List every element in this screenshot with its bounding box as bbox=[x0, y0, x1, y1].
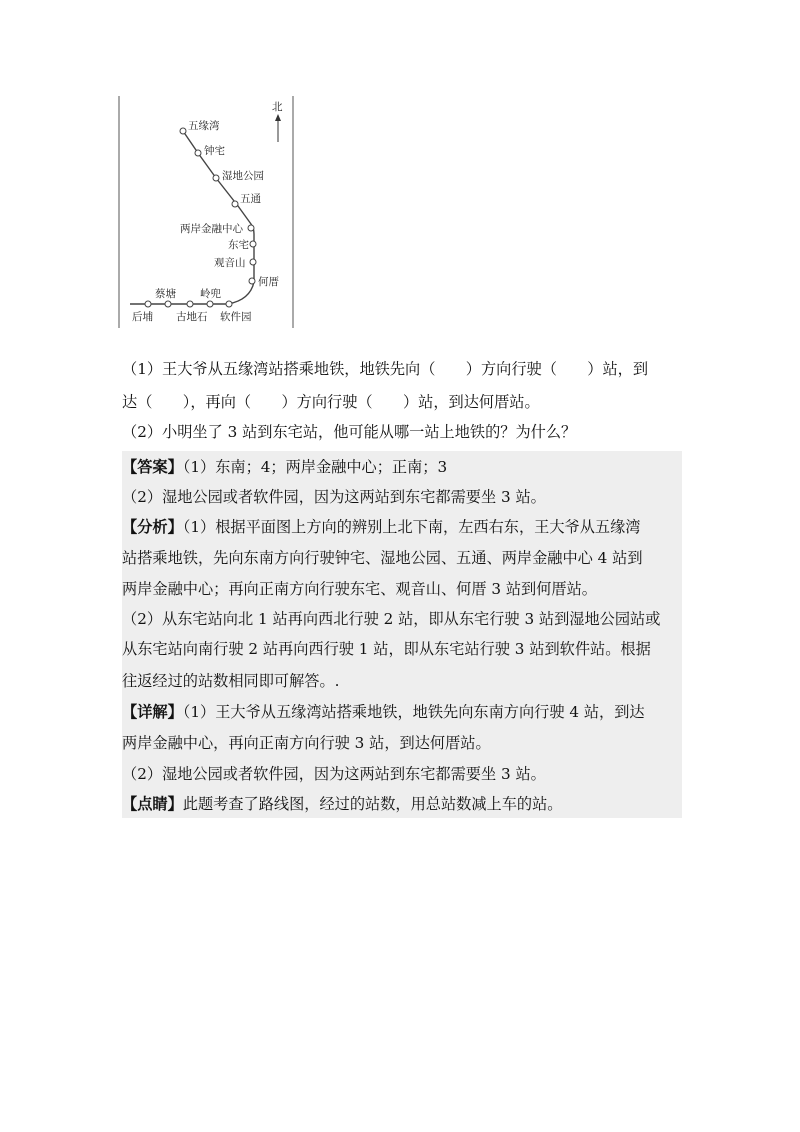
station-guanyinshan bbox=[250, 259, 256, 265]
question-2-line-1: （2）小明坐了 3 站到东宅站，他可能从哪一站上地铁的？为什么？ bbox=[122, 423, 577, 441]
detail-line-2: 两岸金融中心，再向正南方向行驶 3 站，到达何厝站。 bbox=[122, 728, 682, 759]
label-hecuo: 何厝 bbox=[258, 276, 279, 288]
station-wutong bbox=[232, 201, 238, 207]
station-houpu bbox=[145, 301, 151, 307]
comment-row bbox=[122, 790, 682, 818]
station-wuyuanwan bbox=[180, 128, 186, 134]
analysis-line-4: （2）从东宅站向北 1 站再向西北行驶 2 站，即从东宅行驶 3 站到湿地公园站或 bbox=[122, 604, 682, 634]
label-wutong: 五通 bbox=[240, 193, 261, 205]
label-wuyuanwan: 五缘湾 bbox=[188, 120, 220, 132]
analysis-row bbox=[122, 512, 682, 543]
detail-line-1: （1）王大爷从五缘湾站搭乘地铁，地铁先向东南方向行驶 4 站，到达 bbox=[182, 703, 645, 721]
label-dongzhai: 东宅 bbox=[228, 239, 249, 251]
comment-label: 【点睛】 bbox=[122, 795, 183, 813]
question-1-line-2: 达（ ），再向（ ）方向行驶（ ）站，到达何厝站。 bbox=[122, 393, 540, 411]
station-gudishi-west bbox=[187, 301, 193, 307]
station-caitang bbox=[165, 301, 171, 307]
label-liangan: 两岸金融中心 bbox=[180, 223, 243, 235]
analysis-label: 【分析】 bbox=[122, 518, 183, 536]
station-dongzhai bbox=[250, 241, 256, 247]
station-liangan bbox=[248, 225, 254, 231]
label-zhongzhai: 钟宅 bbox=[204, 145, 225, 157]
comment-line-1: 此题考查了路线图，经过的站数，用总站数减上车的站。 bbox=[182, 795, 563, 813]
detail-label: 【详解】 bbox=[122, 703, 183, 721]
station-zhongzhai bbox=[195, 150, 201, 156]
route-line bbox=[130, 131, 254, 304]
label-ruanjianyuan: 软件园 bbox=[220, 311, 252, 323]
label-gudishi: 古地石 bbox=[176, 311, 208, 323]
station-ruanjianyuan bbox=[226, 301, 232, 307]
analysis-line-6: 往返经过的站数相同即可解答。. bbox=[122, 665, 682, 697]
analysis-line-5: 从东宅站向南行驶 2 站再向西行驶 1 站，即从东宅站行驶 3 站到软件站。根据 bbox=[122, 634, 682, 665]
station-shidi bbox=[213, 175, 219, 181]
label-houpu: 后埔 bbox=[132, 311, 153, 323]
station-hecuo bbox=[249, 278, 255, 284]
answer-line-1: （1）东南；4；两岸金融中心；正南；3 bbox=[182, 458, 448, 476]
label-shidi: 湿地公园 bbox=[222, 170, 264, 182]
label-lingdou: 岭兜 bbox=[200, 288, 221, 300]
question-1-line-1: （1）王大爷从五缘湾站搭乘地铁，地铁先向（ ）方向行驶（ ）站，到 bbox=[122, 360, 649, 378]
answer-label: 【答案】 bbox=[122, 458, 183, 476]
answer-line-2: （2）湿地公园或者软件园，因为这两站到东宅都需要坐 3 站。 bbox=[122, 483, 682, 512]
detail-row bbox=[122, 697, 682, 728]
analysis-line-1: （1）根据平面图上方向的辨别上北下南，左西右东，王大爷从五缘湾 bbox=[182, 518, 641, 536]
analysis-line-3: 两岸金融中心；再向正南方向行驶东宅、观音山、何厝 3 站到何厝站。 bbox=[122, 574, 682, 604]
station-markers bbox=[145, 128, 256, 307]
answer-row bbox=[122, 451, 682, 483]
north-arrow-icon bbox=[275, 114, 281, 142]
label-caitang: 蔡塘 bbox=[155, 288, 176, 300]
detail-line-3: （2）湿地公园或者软件园，因为这两站到东宅都需要坐 3 站。 bbox=[122, 759, 682, 790]
analysis-line-2: 站搭乘地铁，先向东南方向行驶钟宅、湿地公园、五通、两岸金融中心 4 站到 bbox=[122, 543, 682, 574]
subway-route-map bbox=[118, 96, 294, 328]
north-label: 北 bbox=[272, 101, 283, 113]
station-gudishi-east bbox=[207, 301, 213, 307]
label-guanyinshan: 观音山 bbox=[214, 257, 246, 269]
